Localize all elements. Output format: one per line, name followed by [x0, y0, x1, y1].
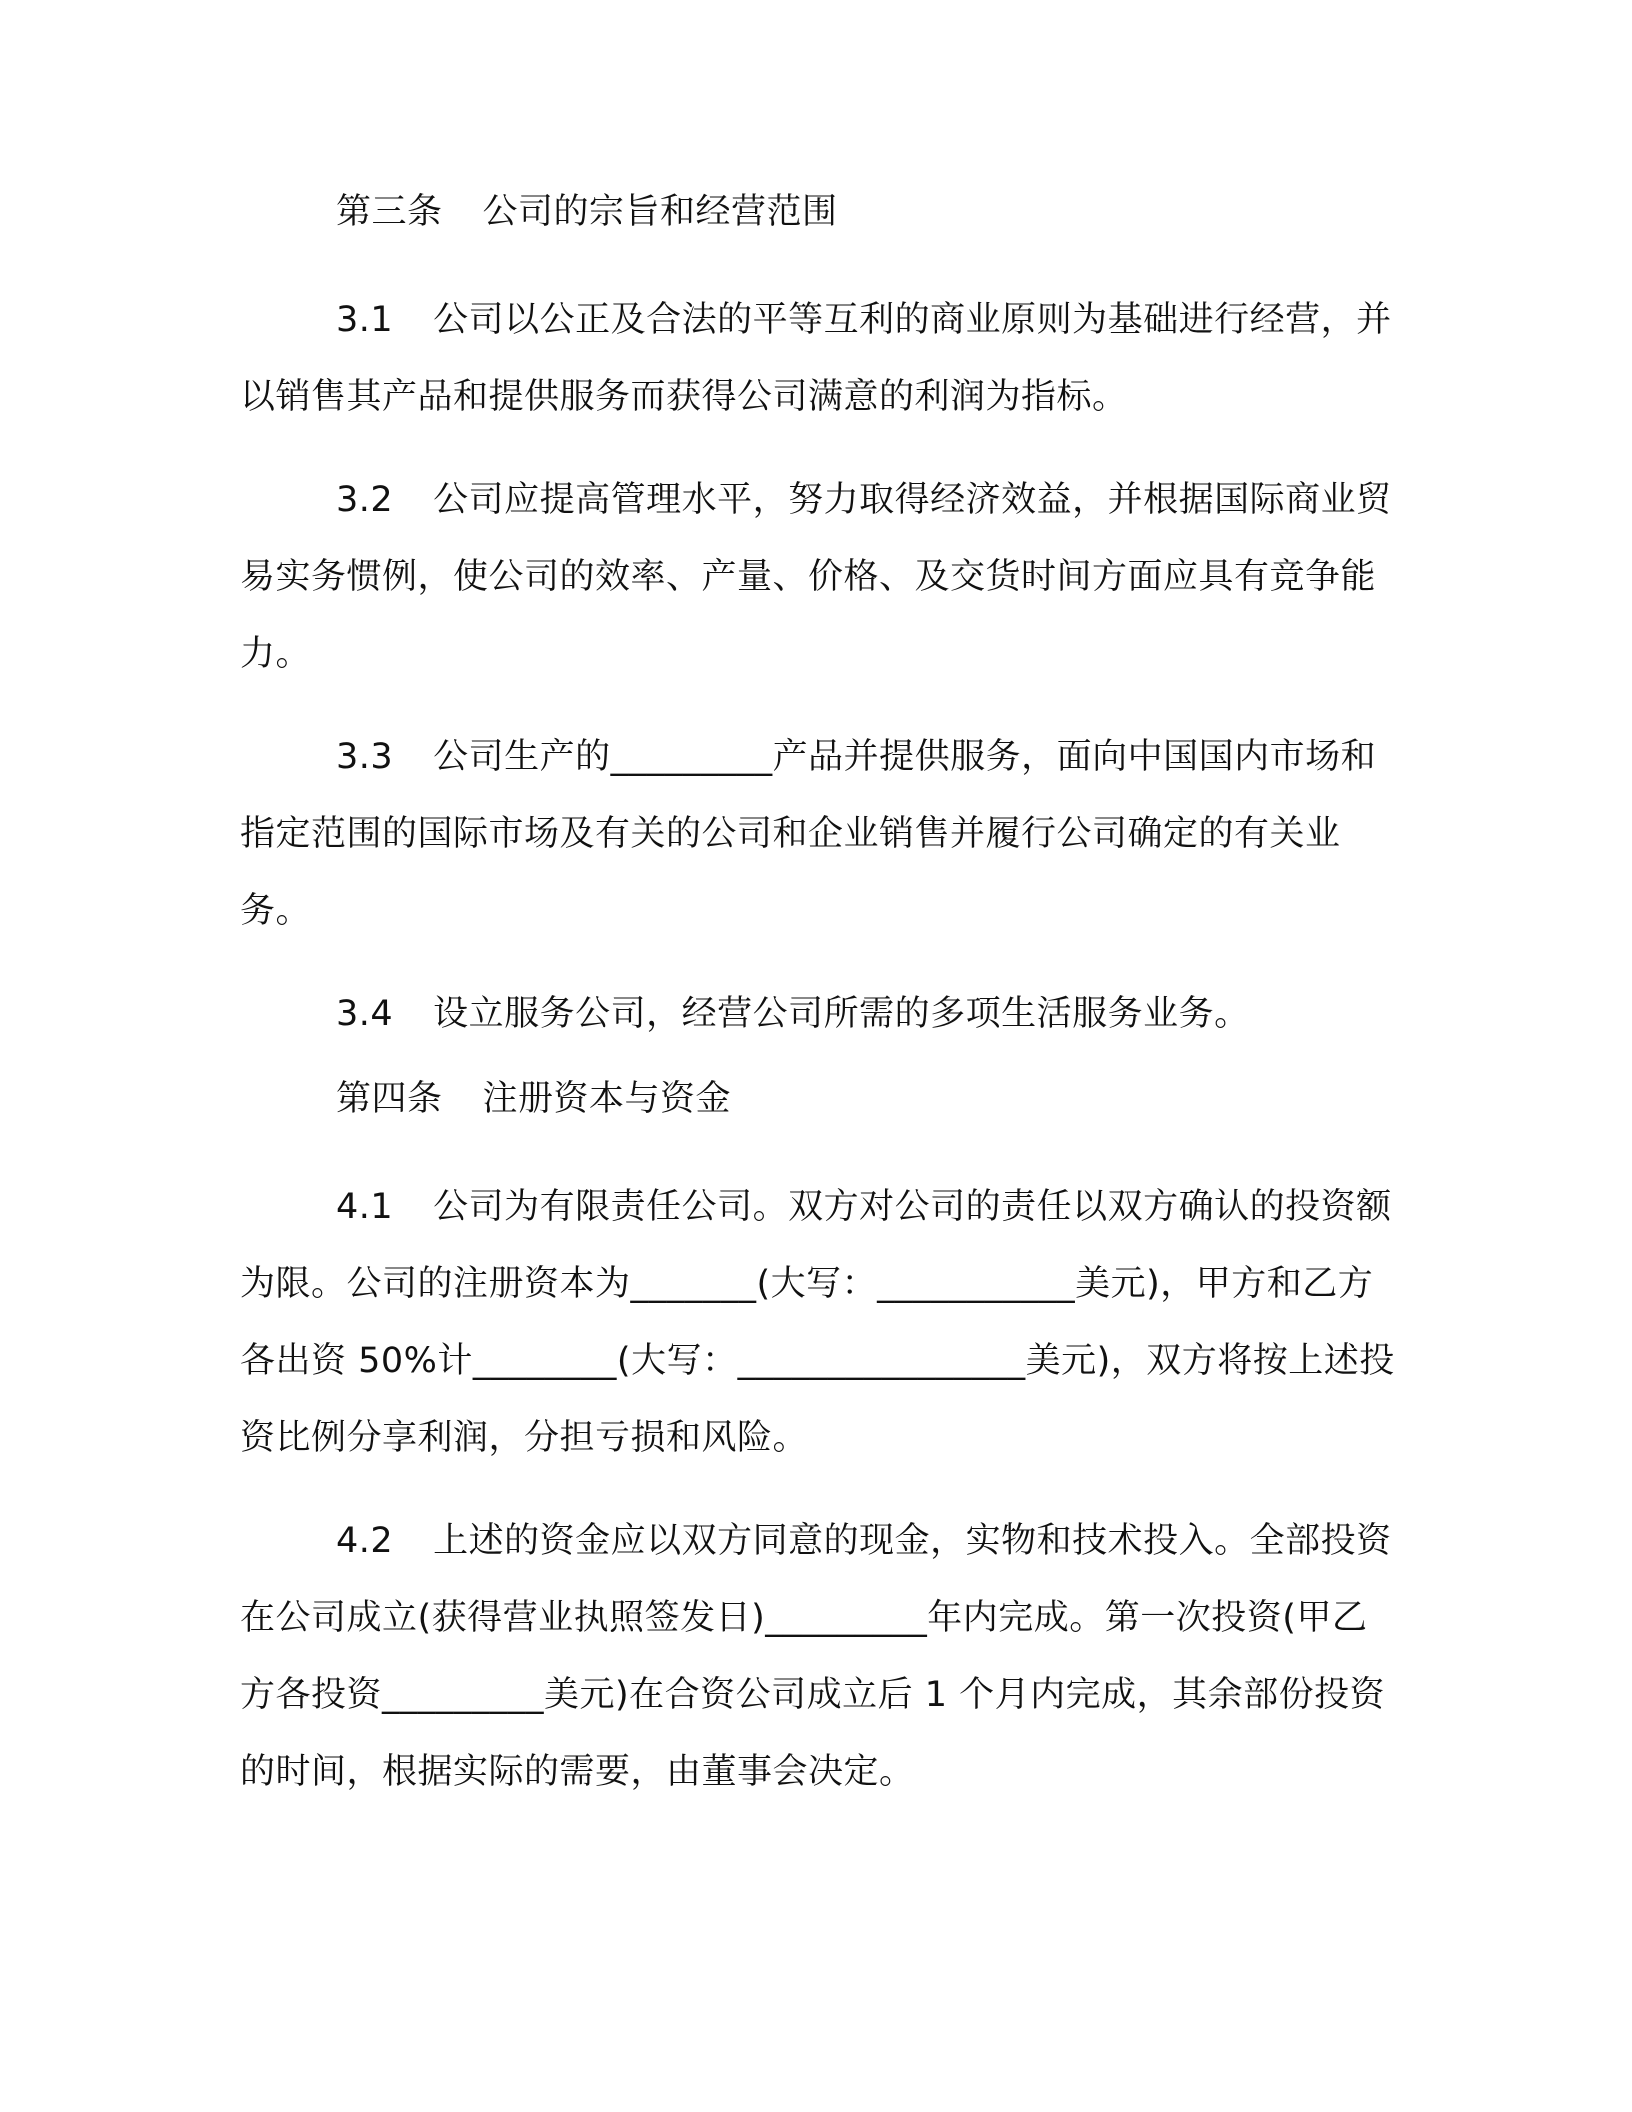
clause-text: 公司生产的_________产品并提供服务，面向中国国内市场和指定范围的国际市场及有关的公司和企业销售并履行公司确定的有关业务。 [240, 737, 1377, 931]
article-number: 第三条 [336, 192, 443, 232]
clause-number: 4.1 [336, 1187, 394, 1227]
article-title: 注册资本与资金 [482, 1079, 732, 1119]
clause-number: 3.3 [336, 737, 394, 777]
clause-number: 3.1 [336, 300, 394, 340]
clause-3-2 [240, 462, 1400, 693]
clause-3-1 [240, 282, 1400, 436]
document-body [240, 192, 1400, 1837]
clause-3-4 [240, 976, 1400, 1053]
clause-text: 上述的资金应以双方同意的现金，实物和技术投入。全部投资在公司成立(获得营业执照签发日)_________年内完成。第一次投资(甲乙方各投资_________美元)在合资公司成立后 1 个月内完成，其余部份投资的时间，根据实际的需要，由董事会决定。 [240, 1521, 1392, 1792]
clause-text: 公司为有限责任公司。双方对公司的责任以双方确认的投资额为限。公司的注册资本为_______(大写：___________美元)，甲方和乙方各出资 50%计________(大写：________________美元)，双方将按上述投资比例分享利润，分担亏损和风险。 [240, 1187, 1395, 1458]
clause-number: 3.4 [336, 994, 394, 1034]
clause-number: 4.2 [336, 1521, 394, 1561]
article-heading-3 [240, 192, 1400, 232]
article-heading-4 [240, 1079, 1400, 1119]
clause-4-2 [240, 1503, 1400, 1811]
article-number: 第四条 [336, 1079, 443, 1119]
clause-4-1 [240, 1169, 1400, 1477]
clause-text: 设立服务公司，经营公司所需的多项生活服务业务。 [433, 994, 1250, 1034]
clause-text: 公司应提高管理水平，努力取得经济效益，并根据国际商业贸易实务惯例，使公司的效率、产量、价格、及交货时间方面应具有竞争能力。 [240, 480, 1392, 674]
article-title: 公司的宗旨和经营范围 [482, 192, 838, 232]
clause-number: 3.2 [336, 480, 394, 520]
clause-3-3 [240, 719, 1400, 950]
clause-text: 公司以公正及合法的平等互利的商业原则为基础进行经营，并以销售其产品和提供服务而获得公司满意的利润为指标。 [240, 300, 1392, 417]
